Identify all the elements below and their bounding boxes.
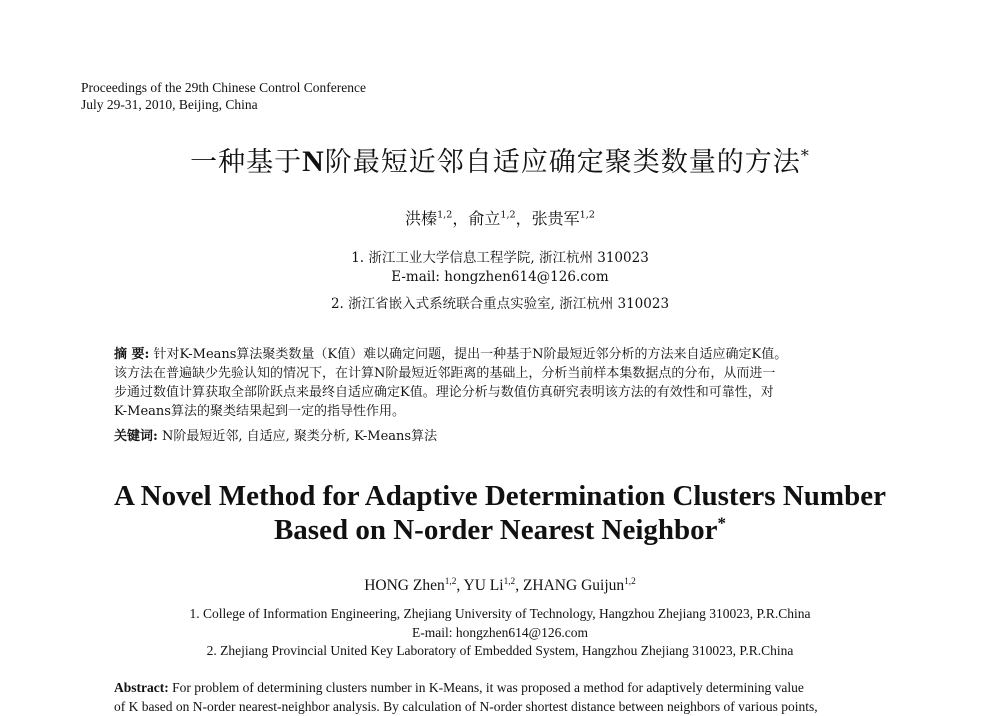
cn-author-2-sup: 1,2 [500,209,516,221]
en-title-line-2-wrap [0,513,1000,547]
cn-author-2: 俞立 [468,209,501,228]
proceedings-header [81,79,366,113]
cn-abstract-label: 摘 要: [114,347,150,362]
en-abstract [114,678,904,716]
cn-keywords-text: N阶最短近邻, 自适应, 聚类分析, K-Means算法 [161,429,438,444]
cn-author-sep-1: ， [452,209,469,228]
cn-author-1: 洪榛 [405,209,438,228]
cn-affiliations [0,249,1000,314]
cn-author-3-sup: 1,2 [579,209,595,221]
cn-author-1-sup: 1,2 [437,209,453,221]
en-author-1: HONG Zhen [364,577,445,594]
cn-abstract-line-3: 步通过数值计算获取全部阶跃点来最终自适应确定K值。理论分析与数值仿真研究表明该方法的有效性和可靠性，对 [114,385,774,400]
cn-email: E-mail: hongzhen614@126.com [391,269,609,285]
proceedings-date: July 29-31, 2010, Beijing, China [81,97,258,112]
cn-title-footnote-mark: * [800,146,810,165]
cn-abstract-line-2: 该方法在普遍缺少先验认知的情况下，在计算N阶最短近邻距离的基础上，分析当前样本集数据点的分布，从而进一 [114,366,776,381]
en-abstract-line-1-wrap [114,678,904,697]
en-author-2-sup: 1,2 [503,576,516,587]
proceedings-name: Proceedings of the 29th Chinese Control Conference [81,80,366,95]
en-title-line-2: Based on N-order Nearest Neighbor [273,514,718,546]
cn-authors [0,206,1000,229]
cn-author-3: 张贵军 [531,209,580,228]
cn-title-n: N [302,145,325,178]
en-abstract-line-1: For problem of determining clusters number in K-Means, it was proposed a method for adaptively determining value [172,680,804,695]
cn-title-pre: 一种基于 [190,147,303,178]
en-author-3-sup: 1,2 [624,576,636,587]
cn-abstract-line-1: 针对K-Means算法聚类数量（K值）难以确定问题，提出一种基于N阶最短近邻分析的方法来自适应确定K值。 [153,347,788,362]
en-abstract-line-2: of K based on N-order nearest-neighbor analysis. By calculation of N-order shortest distance between neighbors of various points, [114,699,818,714]
en-title-line-1: A Novel Method for Adaptive Determination Clusters Number [114,480,886,512]
cn-keywords-label: 关键词: [114,429,158,444]
cn-title [0,140,1000,179]
en-author-3: ZHANG Guijun [522,577,625,594]
cn-abstract [114,345,889,446]
cn-title-post: 阶最短近邻自适应确定聚类数量的方法 [324,147,801,178]
en-affiliation-1: 1. College of Information Engineering, Zhejiang University of Technology, Hangzhou Zhejiang 310023, P.R.China [189,606,811,621]
en-abstract-label: Abstract: [114,680,169,695]
en-email: E-mail: hongzhen614@126.com [412,624,588,640]
en-title [0,479,1000,547]
cn-affiliation-1: 1. 浙江工业大学信息工程学院, 浙江杭州 310023 [351,250,649,266]
cn-author-sep-2: ， [515,209,532,228]
en-authors: HONG Zhen$^{1,2}$, YU Li$^{1,2}$, ZHANG Guijun$^{1,2}$ [364,576,636,594]
cn-affiliation-2: 2. 浙江省嵌入式系统联合重点实验室, 浙江杭州 310023 [330,296,670,312]
en-author-2: YU Li [463,577,504,594]
en-title-footnote-mark: * [717,513,727,533]
en-author-1-sup: 1,2 [444,576,457,587]
en-affiliation-2: 2. Zhejiang Provincial United Key Laboratory of Embedded System, Hangzhou Zhejiang 310023, P.R.China [206,643,794,658]
en-affiliations [0,605,1000,661]
cn-abstract-line-4: K-Means算法的聚类结果起到一定的指导性作用。 [114,404,405,419]
cn-keywords [114,427,889,446]
